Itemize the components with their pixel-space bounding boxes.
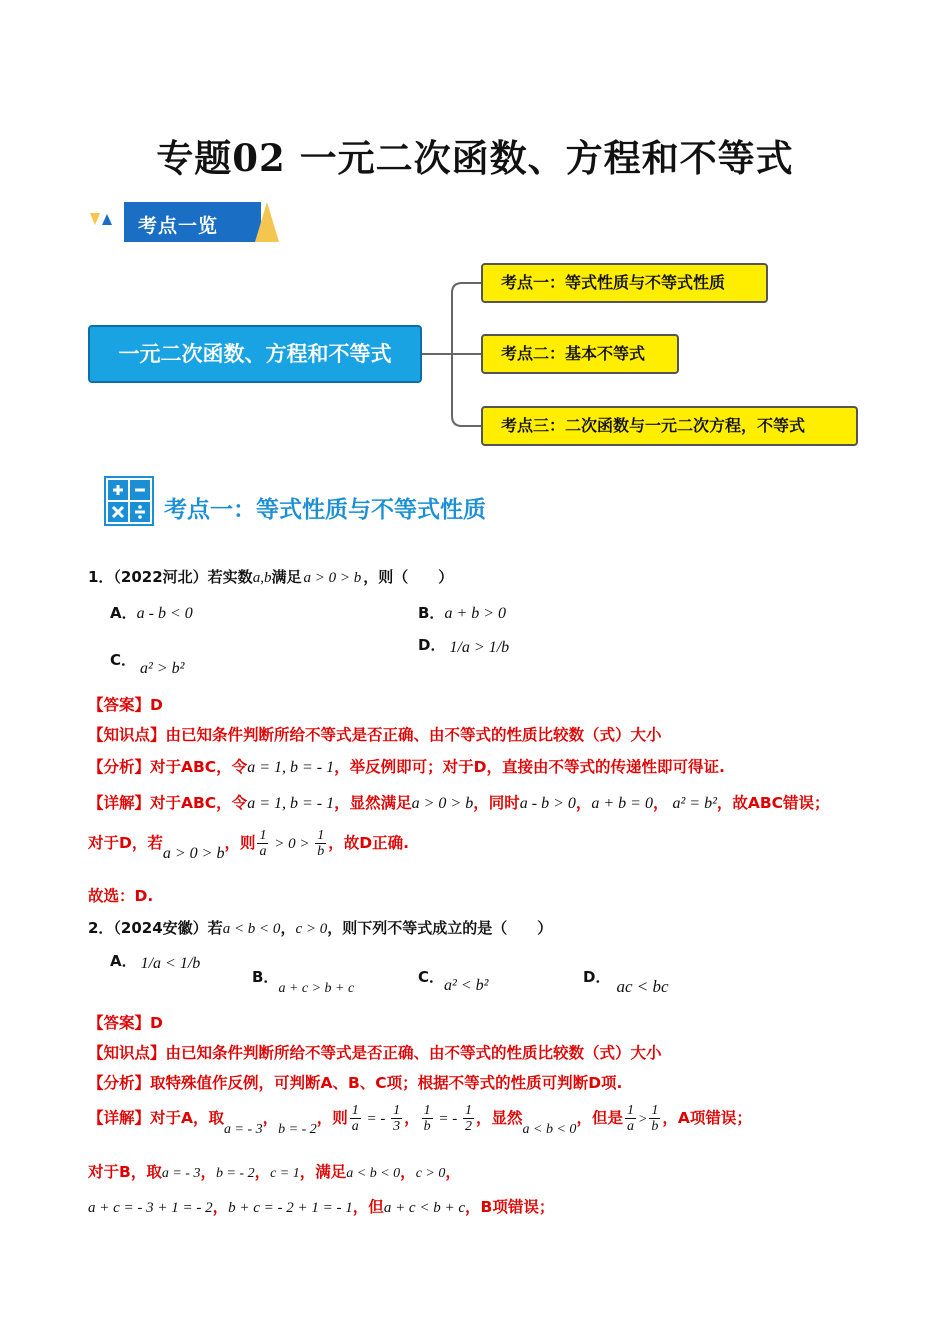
q2-detail-e3: a < b < 0 (522, 1122, 577, 1137)
q1-cond: a > 0 > b (303, 570, 362, 586)
q2-detail-b-line: 对于B，取a = - 3，b = - 2，c = 1，满足a < b < 0，c > 0， (88, 1163, 461, 1181)
page-title: 专题02 一元二次函数、方程和不等式 (156, 136, 794, 180)
q1-detail-expr5: a² = b² (672, 795, 717, 812)
q2-l3-e3: a + c < b + c (383, 1200, 465, 1216)
q1-analysis-a: 【分析】对于ABC，令 (88, 758, 248, 776)
q2-detail: 【详解】对于A，取a = - 3，b = - 2，则 $\frac{1}{a}$ = - $\frac{1}{3}$ ， $\frac{1}{b}$ = - $\frac{1}{2}$ ，显然a < b < 0，但是 $\frac{1}{a}$ > $\frac{1}{b}$ ，A项错误； (88, 1103, 752, 1137)
q2-l3-b: ，B项错误； (465, 1198, 555, 1216)
mindmap-branch-1: 考点一：等式性质与不等式性质 (481, 263, 768, 303)
q1-frac-1b: $\frac{1}{b}$ (317, 828, 325, 859)
q2-frac-12: $\frac{1}{2}$ (465, 1103, 473, 1134)
q1-detail-expr3: a - b > 0 (519, 795, 576, 812)
q1-option-b-expr: a + b > 0 (444, 605, 507, 622)
q2-option-c (418, 966, 489, 994)
q1-analysis (88, 755, 725, 777)
q2-detail-line3: a + c = - 3 + 1 = - 2，b + c = - 2 + 1 = - 1，但a + c < b + c，B项错误； (88, 1198, 555, 1216)
q1-detail-line2: 对于D，若a > 0 > b，则 $\frac{1}{a}$ > 0 > $\frac{1}{b}$ ，故D正确. (88, 828, 409, 862)
q1-option-a (110, 602, 193, 623)
q2-detail-b: ，则 (316, 1109, 348, 1127)
q2-knowledge: 【知识点】由已知条件判断所给不等式是否正确、由不等式的性质比较数（式）大小 (88, 1044, 662, 1062)
q2-stem: 2．（2024安徽）若a < b < 0，c > 0，则下列不等式成立的是（ ） (88, 919, 553, 937)
q1-detail-d: ，故ABC错误； (716, 794, 830, 812)
q1-detail-c: ，同时 (473, 794, 520, 812)
mindmap-branch-2: 考点二：基本不等式 (481, 334, 679, 374)
q1-stem (88, 566, 453, 587)
q1-detail-expr1: a = 1, b = - 1 (247, 795, 335, 812)
q1-line2-expr: a > 0 > b (162, 845, 225, 862)
q2-detail-c: ，显然 (476, 1109, 523, 1127)
q2-b-e2: b = - 2 (215, 1166, 255, 1181)
q1-detail-expr4: a + b = 0 (591, 795, 653, 812)
q2-l3-a: ，但 (352, 1198, 384, 1216)
q1-detail: 【详解】对于ABC，令a = 1, b = - 1，显然满足a > 0 > b，同时a - b > 0，a + b = 0， a² = b²，故ABC错误； (88, 794, 830, 812)
q2-l3-e1: a + c = - 3 + 1 = - 2 (88, 1200, 213, 1216)
q1-option-b-label: B． (418, 604, 445, 622)
q1-detail-b: ，显然满足 (334, 794, 412, 812)
q2-prefix: 2．（2024安徽）若 (88, 919, 223, 937)
q1-option-d-label: D． (418, 636, 446, 654)
mindmap-branch-3: 考点三：二次函数与一元二次方程，不等式 (481, 406, 858, 446)
calculator-icon (104, 476, 154, 526)
q2-frac-1a: $\frac{1}{a}$ (351, 1103, 359, 1134)
q2-option-b-expr: a + c > b + c (278, 981, 355, 996)
section-heading (104, 476, 604, 528)
q2-option-d-label: D． (583, 968, 611, 986)
q1-option-c (110, 649, 185, 677)
q2-b-b: ，满足 (299, 1163, 347, 1181)
q2-option-a-expr: 1/a < 1/b (140, 955, 201, 972)
q1-prefix: 1．（2022河北）若实数 (88, 568, 253, 586)
q1-vars: a,b (252, 570, 272, 586)
q2-frac-13: $\frac{1}{3}$ (393, 1103, 401, 1134)
q2-frac-1b: $\frac{1}{b}$ (423, 1103, 431, 1134)
q2-suffix: ，则下列不等式成立的是（ ） (327, 919, 553, 937)
q1-option-d (418, 636, 509, 657)
mindmap-connectors (0, 0, 950, 460)
q1-frac-1a: $\frac{1}{a}$ (259, 828, 267, 859)
q1-analysis-b: ，举反例即可；对于D，直接由不等式的传递性即可得证. (334, 758, 725, 776)
q2-detail-e2: b = - 2 (278, 1122, 317, 1137)
q1-line2-c: ，故D正确. (328, 834, 409, 852)
q2-detail-a: 【详解】对于A，取 (88, 1109, 224, 1127)
q2-b-e5: c > 0 (415, 1166, 446, 1181)
q2-analysis: 【分析】取特殊值作反例，可判断A、B、C项；根据不等式的性质可判断D项. (88, 1074, 623, 1092)
q1-option-d-expr: 1/a > 1/b (449, 639, 510, 656)
q1-option-a-label: A． (110, 604, 137, 622)
q2-option-a (110, 952, 200, 973)
q1-line2-b: ，则 (224, 834, 256, 852)
q2-option-d-expr: ac < bc (616, 977, 669, 996)
q2-detail-e1: a = - 3 (224, 1122, 263, 1137)
q2-answer: 【答案】D (88, 1014, 163, 1032)
q2-detail-e: ，A项错误； (662, 1109, 752, 1127)
q1-analysis-expr: a = 1, b = - 1 (247, 759, 335, 776)
q1-mid: 满足 (271, 568, 302, 586)
q2-option-a-label: A． (110, 952, 137, 970)
mindmap-root: 一元二次函数、方程和不等式 (88, 325, 422, 383)
section-title: 考点一：等式性质与不等式性质 (164, 497, 486, 523)
q1-option-c-expr: a² > b² (140, 660, 185, 677)
q2-option-b-label: B． (252, 968, 279, 986)
banner-label: 考点一览 (138, 215, 219, 237)
q2-option-d (583, 966, 669, 996)
q1-answer: 【答案】D (88, 696, 163, 714)
q1-option-a-expr: a - b < 0 (136, 605, 193, 622)
q1-detail-a: 【详解】对于ABC，令 (88, 794, 248, 812)
q2-option-b (252, 966, 355, 996)
q2-b-e3: c = 1 (270, 1166, 300, 1181)
q2-l3-e2: b + c = - 2 + 1 = - 1 (228, 1200, 353, 1216)
q1-detail-expr2: a > 0 > b (411, 795, 474, 812)
q2-b-a: 对于B，取 (88, 1163, 162, 1181)
q2-b-e1: a = - 3 (161, 1166, 201, 1181)
q1-option-c-label: C． (110, 651, 137, 669)
q1-option-b (418, 602, 506, 623)
q2-cond1: a < b < 0 (222, 921, 281, 937)
q2-cond2: c > 0 (295, 921, 328, 937)
q1-knowledge: 【知识点】由已知条件判断所给不等式是否正确、由不等式的性质比较数（式）大小 (88, 726, 662, 744)
q1-suffix: ，则（ ） (363, 568, 454, 586)
q1-line2-a: 对于D，若 (88, 834, 163, 852)
q2-frac-1b-b: $\frac{1}{b}$ (651, 1103, 659, 1134)
q2-detail-d: ，但是 (576, 1109, 623, 1127)
q2-frac-1a-b: $\frac{1}{a}$ (626, 1103, 634, 1134)
q2-b-e4: a < b < 0 (346, 1166, 401, 1181)
q2-option-c-expr: a² < b² (444, 977, 489, 994)
q1-pick: 故选：D. (88, 887, 154, 905)
q2-option-c-label: C． (418, 968, 445, 986)
